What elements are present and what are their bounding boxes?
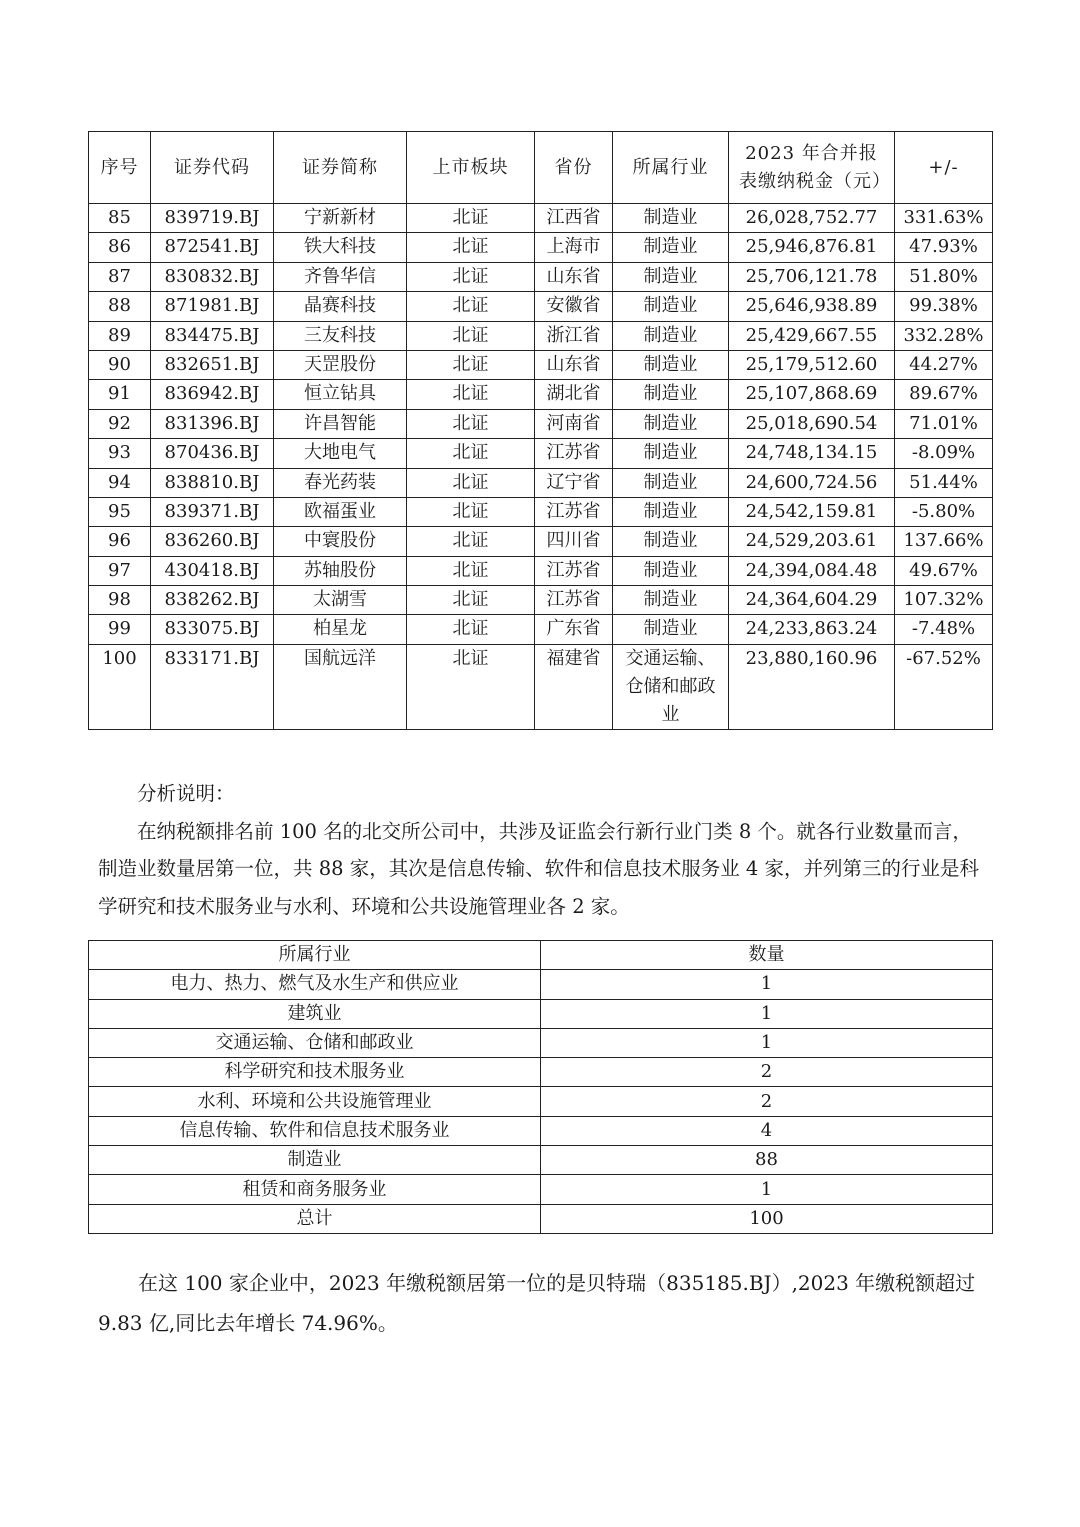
conclusion-paragraph: 在这 100 家企业中，2023 年缴税额居第一位的是贝特瑞（835185.BJ）,2023 年缴税额超过 9.83 亿,同比去年增长 74.96%。	[98, 1271, 976, 1335]
cell-change: -8.09%	[895, 439, 993, 468]
cell-name: 柏星龙	[274, 615, 407, 644]
cell-board: 北证	[407, 321, 535, 350]
cell-province: 上海市	[535, 233, 613, 262]
cell-change: 99.38%	[895, 292, 993, 321]
table-row	[89, 1175, 993, 1204]
table-row	[89, 527, 993, 556]
cell-tax: 24,233,863.24	[729, 615, 895, 644]
cell-industry: 制造业	[613, 615, 729, 644]
cell-province: 安徽省	[535, 292, 613, 321]
cell-board: 北证	[407, 409, 535, 438]
header-province: 省份	[535, 132, 613, 204]
cell-change: 71.01%	[895, 409, 993, 438]
cell-industry: 制造业	[89, 1146, 541, 1175]
cell-count: 1	[541, 970, 993, 999]
cell-code: 838810.BJ	[151, 468, 274, 497]
cell-code: 871981.BJ	[151, 292, 274, 321]
cell-rank: 91	[89, 380, 151, 409]
header-rank: 序号	[89, 132, 151, 204]
cell-industry: 制造业	[613, 409, 729, 438]
cell-name: 国航远洋	[274, 644, 407, 729]
cell-count: 2	[541, 1058, 993, 1087]
cell-change: 49.67%	[895, 556, 993, 585]
table-row	[89, 497, 993, 526]
cell-code: 872541.BJ	[151, 233, 274, 262]
table-row	[89, 409, 993, 438]
cell-industry: 制造业	[613, 497, 729, 526]
cell-board: 北证	[407, 292, 535, 321]
cell-code: 836260.BJ	[151, 527, 274, 556]
cell-industry: 建筑业	[89, 999, 541, 1028]
cell-tax: 25,646,938.89	[729, 292, 895, 321]
cell-tax: 25,706,121.78	[729, 262, 895, 291]
header-name: 证券简称	[274, 132, 407, 204]
cell-rank: 100	[89, 644, 151, 729]
cell-industry: 电力、热力、燃气及水生产和供应业	[89, 970, 541, 999]
header-board: 上市板块	[407, 132, 535, 204]
header-tax: 2023 年合并报表缴纳税金（元）	[729, 132, 895, 204]
cell-province: 江西省	[535, 204, 613, 233]
industry-count-table	[88, 940, 993, 1234]
cell-province: 辽宁省	[535, 468, 613, 497]
cell-name: 春光药装	[274, 468, 407, 497]
table-row	[89, 204, 993, 233]
cell-count: 1	[541, 1028, 993, 1057]
table-row	[89, 1028, 993, 1057]
cell-code: 838262.BJ	[151, 586, 274, 615]
cell-industry: 制造业	[613, 350, 729, 379]
cell-count: 1	[541, 999, 993, 1028]
cell-change: -5.80%	[895, 497, 993, 526]
cell-rank: 96	[89, 527, 151, 556]
cell-change: 47.93%	[895, 233, 993, 262]
cell-code: 430418.BJ	[151, 556, 274, 585]
cell-change: 107.32%	[895, 586, 993, 615]
table-row	[89, 1116, 993, 1145]
cell-tax: 25,179,512.60	[729, 350, 895, 379]
cell-board: 北证	[407, 262, 535, 291]
cell-rank: 88	[89, 292, 151, 321]
cell-board: 北证	[407, 497, 535, 526]
cell-count: 1	[541, 1175, 993, 1204]
cell-rank: 92	[89, 409, 151, 438]
cell-industry: 交通运输、仓储和邮政业	[613, 644, 729, 729]
cell-board: 北证	[407, 468, 535, 497]
cell-name: 太湖雪	[274, 586, 407, 615]
cell-change: -7.48%	[895, 615, 993, 644]
cell-province: 浙江省	[535, 321, 613, 350]
cell-count: 2	[541, 1087, 993, 1116]
table-row	[89, 970, 993, 999]
table-row	[89, 1058, 993, 1087]
cell-code: 834475.BJ	[151, 321, 274, 350]
table-row	[89, 586, 993, 615]
table-row	[89, 350, 993, 379]
table-row	[89, 233, 993, 262]
conclusion-section	[98, 1263, 988, 1343]
cell-name: 晶赛科技	[274, 292, 407, 321]
tax-ranking-table	[88, 131, 993, 730]
cell-code: 830832.BJ	[151, 262, 274, 291]
table-header-row	[89, 941, 993, 970]
cell-tax: 24,394,084.48	[729, 556, 895, 585]
cell-board: 北证	[407, 233, 535, 262]
cell-count: 88	[541, 1146, 993, 1175]
cell-code: 870436.BJ	[151, 439, 274, 468]
cell-name: 天罡股份	[274, 350, 407, 379]
cell-tax: 25,018,690.54	[729, 409, 895, 438]
cell-name: 中寰股份	[274, 527, 407, 556]
cell-code: 832651.BJ	[151, 350, 274, 379]
cell-code: 839371.BJ	[151, 497, 274, 526]
cell-industry: 租赁和商务服务业	[89, 1175, 541, 1204]
table-row	[89, 439, 993, 468]
analysis-paragraph: 在纳税额排名前 100 名的北交所公司中，共涉及证监会行新行业门类 8 个。就各行业数量而言，制造业数量居第一位，共 88 家，其次是信息传输、软件和信息技术服务业 4 家，并列第三的行业是科学研究和技术服务业与水利、环境和公共设施管理业各 2 家。	[98, 819, 980, 918]
cell-name: 大地电气	[274, 439, 407, 468]
cell-province: 湖北省	[535, 380, 613, 409]
cell-rank: 95	[89, 497, 151, 526]
cell-industry: 制造业	[613, 204, 729, 233]
cell-rank: 99	[89, 615, 151, 644]
cell-board: 北证	[407, 644, 535, 729]
cell-rank: 87	[89, 262, 151, 291]
cell-province: 河南省	[535, 409, 613, 438]
cell-industry: 制造业	[613, 292, 729, 321]
cell-tax: 24,600,724.56	[729, 468, 895, 497]
cell-change: 331.63%	[895, 204, 993, 233]
cell-province: 山东省	[535, 350, 613, 379]
cell-rank: 98	[89, 586, 151, 615]
cell-province: 江苏省	[535, 556, 613, 585]
cell-change: -67.52%	[895, 644, 993, 729]
cell-code: 833171.BJ	[151, 644, 274, 729]
cell-tax: 24,364,604.29	[729, 586, 895, 615]
cell-province: 江苏省	[535, 439, 613, 468]
cell-industry: 总计	[89, 1204, 541, 1233]
cell-name: 苏轴股份	[274, 556, 407, 585]
cell-province: 四川省	[535, 527, 613, 556]
table-row	[89, 1087, 993, 1116]
cell-change: 89.67%	[895, 380, 993, 409]
analysis-heading: 分析说明：	[137, 782, 235, 805]
cell-tax: 26,028,752.77	[729, 204, 895, 233]
header-change: +/-	[895, 132, 993, 204]
cell-change: 51.44%	[895, 468, 993, 497]
cell-industry: 制造业	[613, 468, 729, 497]
cell-board: 北证	[407, 527, 535, 556]
cell-province: 江苏省	[535, 586, 613, 615]
cell-tax: 25,429,667.55	[729, 321, 895, 350]
table-row	[89, 468, 993, 497]
cell-province: 山东省	[535, 262, 613, 291]
cell-industry: 信息传输、软件和信息技术服务业	[89, 1116, 541, 1145]
cell-industry: 交通运输、仓储和邮政业	[89, 1028, 541, 1057]
cell-code: 839719.BJ	[151, 204, 274, 233]
cell-change: 332.28%	[895, 321, 993, 350]
cell-name: 许昌智能	[274, 409, 407, 438]
cell-code: 831396.BJ	[151, 409, 274, 438]
cell-rank: 86	[89, 233, 151, 262]
table-row	[89, 1204, 993, 1233]
cell-count: 100	[541, 1204, 993, 1233]
cell-change: 44.27%	[895, 350, 993, 379]
cell-rank: 93	[89, 439, 151, 468]
cell-industry: 水利、环境和公共设施管理业	[89, 1087, 541, 1116]
cell-industry: 制造业	[613, 586, 729, 615]
cell-rank: 90	[89, 350, 151, 379]
cell-industry: 制造业	[613, 380, 729, 409]
cell-rank: 97	[89, 556, 151, 585]
cell-industry: 制造业	[613, 556, 729, 585]
cell-rank: 94	[89, 468, 151, 497]
cell-board: 北证	[407, 204, 535, 233]
cell-province: 广东省	[535, 615, 613, 644]
cell-board: 北证	[407, 380, 535, 409]
cell-industry: 制造业	[613, 262, 729, 291]
header-industry: 所属行业	[89, 941, 541, 970]
header-industry: 所属行业	[613, 132, 729, 204]
cell-change: 51.80%	[895, 262, 993, 291]
cell-change: 137.66%	[895, 527, 993, 556]
cell-province: 江苏省	[535, 497, 613, 526]
cell-province: 福建省	[535, 644, 613, 729]
table-row	[89, 321, 993, 350]
cell-industry: 制造业	[613, 321, 729, 350]
cell-name: 欧福蛋业	[274, 497, 407, 526]
cell-tax: 24,529,203.61	[729, 527, 895, 556]
cell-name: 恒立钻具	[274, 380, 407, 409]
cell-tax: 25,107,868.69	[729, 380, 895, 409]
cell-tax: 24,542,159.81	[729, 497, 895, 526]
cell-board: 北证	[407, 586, 535, 615]
cell-board: 北证	[407, 350, 535, 379]
cell-name: 三友科技	[274, 321, 407, 350]
cell-industry: 制造业	[613, 233, 729, 262]
table-row	[89, 1146, 993, 1175]
cell-name: 齐鲁华信	[274, 262, 407, 291]
cell-count: 4	[541, 1116, 993, 1145]
cell-code: 836942.BJ	[151, 380, 274, 409]
table-row	[89, 615, 993, 644]
cell-tax: 24,748,134.15	[729, 439, 895, 468]
cell-code: 833075.BJ	[151, 615, 274, 644]
cell-industry: 制造业	[613, 439, 729, 468]
table-row	[89, 262, 993, 291]
table-row	[89, 644, 993, 729]
cell-rank: 85	[89, 204, 151, 233]
table-header-row	[89, 132, 993, 204]
cell-tax: 25,946,876.81	[729, 233, 895, 262]
analysis-section	[98, 775, 988, 925]
table-row	[89, 556, 993, 585]
header-count: 数量	[541, 941, 993, 970]
cell-board: 北证	[407, 556, 535, 585]
cell-board: 北证	[407, 439, 535, 468]
table-row	[89, 999, 993, 1028]
cell-name: 宁新新材	[274, 204, 407, 233]
header-code: 证券代码	[151, 132, 274, 204]
cell-rank: 89	[89, 321, 151, 350]
cell-name: 铁大科技	[274, 233, 407, 262]
cell-industry: 制造业	[613, 527, 729, 556]
cell-board: 北证	[407, 615, 535, 644]
cell-tax: 23,880,160.96	[729, 644, 895, 729]
cell-industry: 科学研究和技术服务业	[89, 1058, 541, 1087]
table-row	[89, 292, 993, 321]
table-row	[89, 380, 993, 409]
